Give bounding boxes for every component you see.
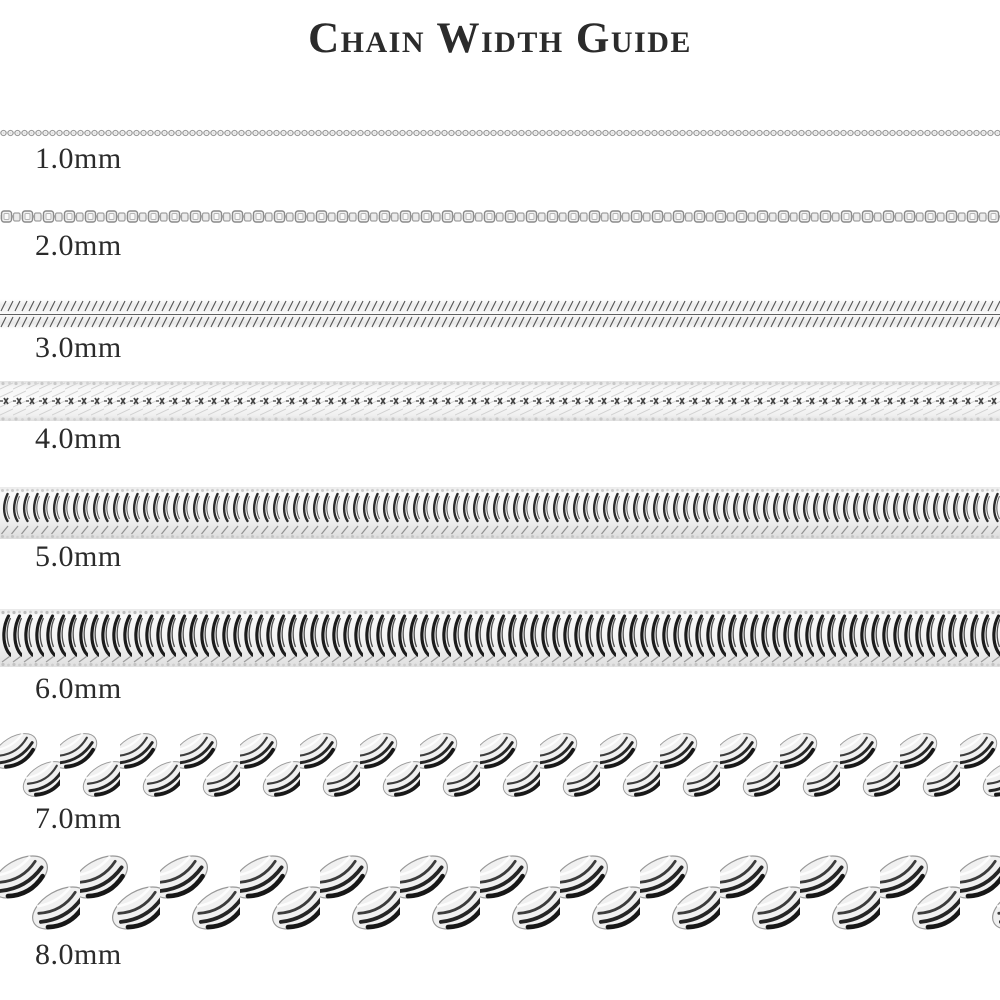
size-label-1mm: 1.0mm (35, 142, 122, 175)
chain-image-1mm (0, 127, 1000, 139)
size-label-4mm: 4.0mm (35, 422, 122, 455)
chain-image-3mm (0, 298, 1000, 330)
chain-image-8mm (0, 850, 1000, 935)
page-title: Chain Width Guide (308, 15, 692, 62)
size-label-5mm: 5.0mm (35, 540, 122, 573)
size-label-3mm: 3.0mm (35, 331, 122, 364)
size-label-7mm: 7.0mm (35, 802, 122, 835)
size-label-2mm: 2.0mm (35, 229, 122, 262)
chain-image-6mm (0, 609, 1000, 667)
chain-image-4mm (0, 381, 1000, 421)
chain-image-2mm (0, 208, 1000, 226)
chain-image-7mm (0, 729, 1000, 801)
size-label-8mm: 8.0mm (35, 938, 122, 971)
chain-image-5mm (0, 487, 1000, 539)
size-label-6mm: 6.0mm (35, 672, 122, 705)
